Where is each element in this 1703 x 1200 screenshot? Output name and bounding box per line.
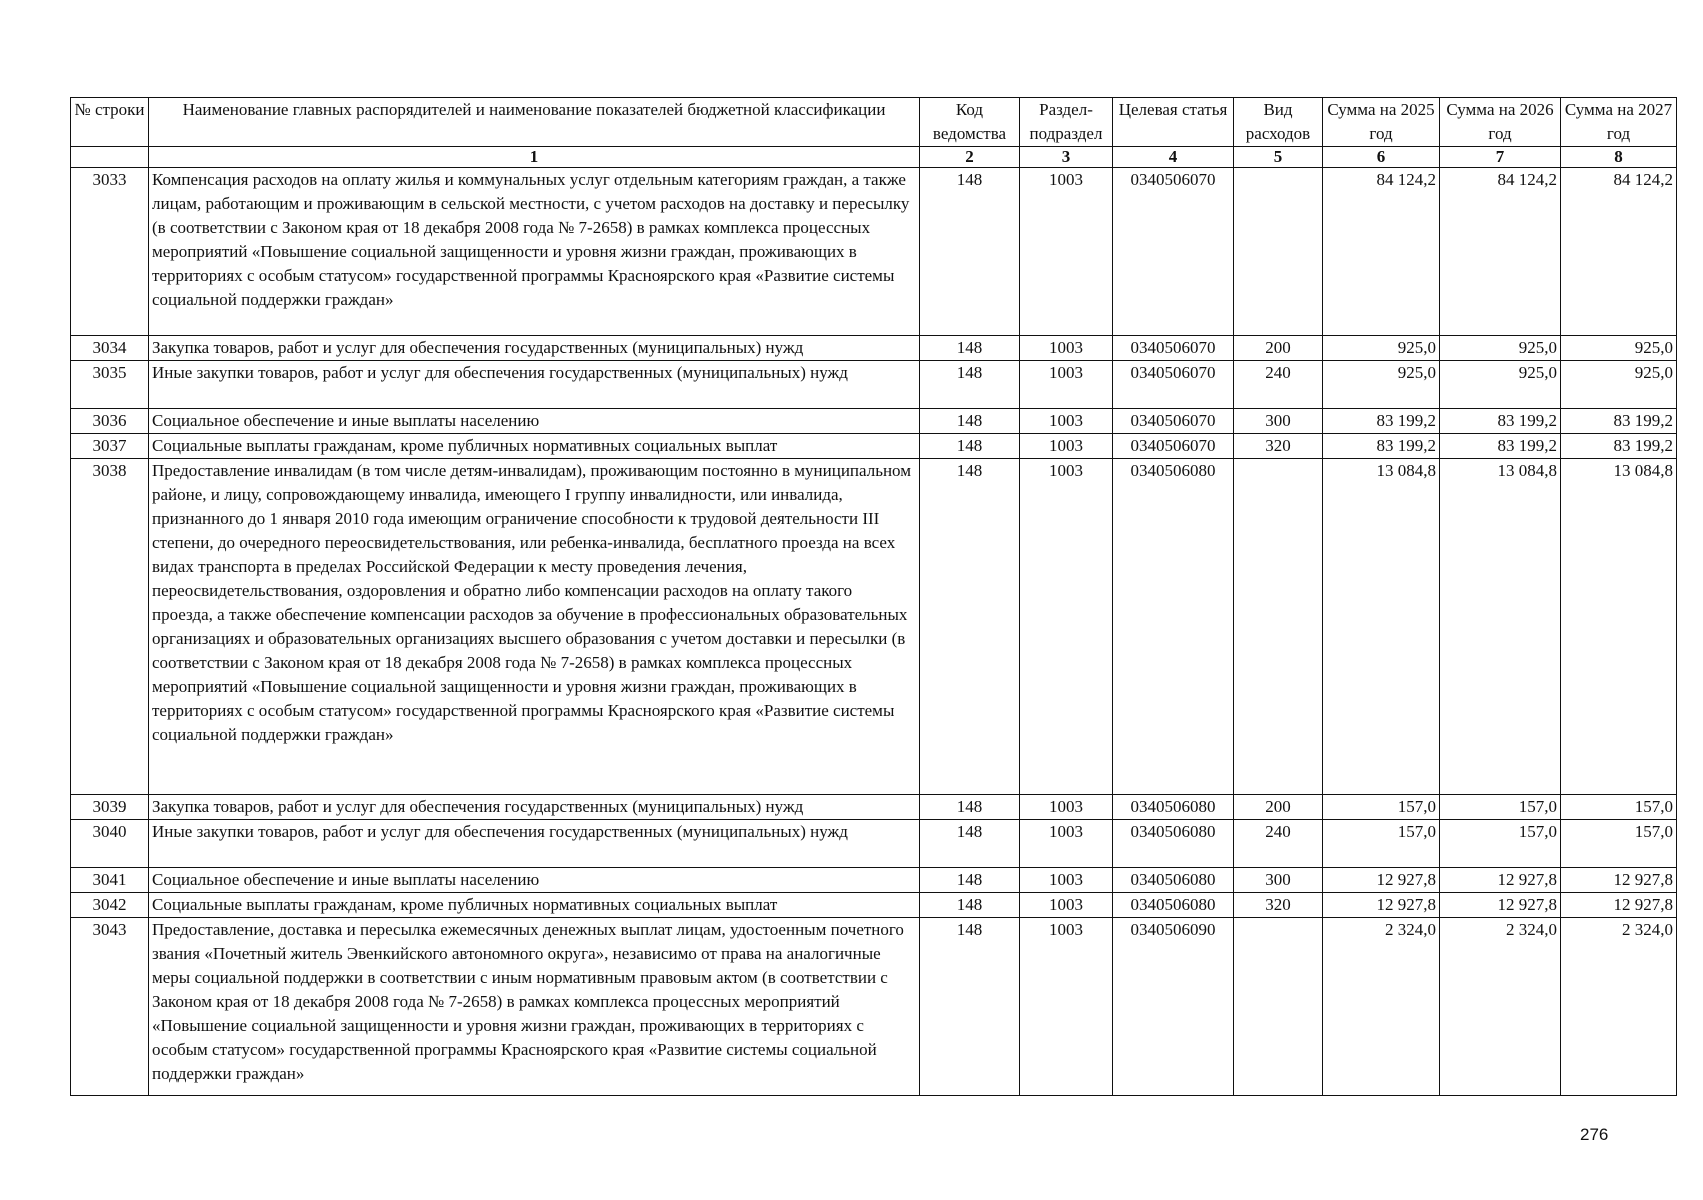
row-sum-2027: 157,0 [1561, 795, 1677, 820]
row-sum-2027: 925,0 [1561, 361, 1677, 409]
row-name: Социальное обеспечение и иные выплаты населению [149, 409, 920, 434]
table-row [71, 409, 1677, 434]
row-expense-type [1234, 918, 1323, 1096]
row-section-code: 1003 [1020, 918, 1113, 1096]
row-number: 3039 [71, 795, 149, 820]
row-dept-code: 148 [920, 434, 1020, 459]
row-target-code: 0340506080 [1113, 820, 1234, 868]
header-row-no: № строки [71, 98, 149, 147]
table-row [71, 459, 1677, 795]
row-expense-type: 300 [1234, 409, 1323, 434]
header-2027: Сумма на 2027 год [1561, 98, 1677, 147]
row-target-code: 0340506070 [1113, 361, 1234, 409]
row-sum-2025: 2 324,0 [1323, 918, 1440, 1096]
row-number: 3033 [71, 168, 149, 336]
row-sum-2026: 13 084,8 [1440, 459, 1561, 795]
row-name: Компенсация расходов на оплату жилья и коммунальных услуг отдельным категориям граждан, а также лицам, работающим и проживающим в сельской местности, с учетом расходов на доставку и пересылку (в соответствии с Законом края от 18 декабря 2008 года № 7-2658) в рамках комплекса процессных мероприятий «Повышение социальной защищенности и уровня жизни граждан, проживающих в территориях с особым статусом» государственной программы Красноярского края «Развитие системы социальной поддержки граждан» [149, 168, 920, 336]
row-sum-2026: 83 199,2 [1440, 434, 1561, 459]
row-sum-2026: 157,0 [1440, 820, 1561, 868]
row-dept-code: 148 [920, 336, 1020, 361]
row-sum-2027: 84 124,2 [1561, 168, 1677, 336]
row-sum-2026: 83 199,2 [1440, 409, 1561, 434]
row-sum-2027: 157,0 [1561, 820, 1677, 868]
row-number: 3037 [71, 434, 149, 459]
header-2026: Сумма на 2026 год [1440, 98, 1561, 147]
row-target-code: 0340506070 [1113, 434, 1234, 459]
row-sum-2025: 84 124,2 [1323, 168, 1440, 336]
row-name: Предоставление инвалидам (в том числе детям-инвалидам), проживающим постоянно в муниципальном районе, и лицу, сопровождающему инвалида, имеющего I группу инвалидности, или инвалида, признанного до 1 января 2010 года имеющим ограничение способности к трудовой деятельности III степени, до очередного переосвидетельствования, или ребенка-инвалида, бесплатного проезда на всех видах транспорта в пределах Российской Федерации к месту проведения лечения, переосвидетельствования, оздоровления и обратно либо компенсации расходов на оплату такого проезда, а также обеспечение компенсации расходов за обучение в профессиональных образовательных организациях и образовательных организациях высшего образования с учетом доставки и пересылки (в соответствии с Законом края от 18 декабря 2008 года № 7-2658) в рамках комплекса процессных мероприятий «Повышение социальной защищенности и уровня жизни граждан, проживающих в территориях с особым статусом» государственной программы Красноярского края «Развитие системы социальной поддержки граждан» [149, 459, 920, 795]
table-row [71, 868, 1677, 893]
row-target-code: 0340506080 [1113, 459, 1234, 795]
column-number: 8 [1561, 147, 1677, 168]
column-number: 1 [149, 147, 920, 168]
row-target-code: 0340506070 [1113, 409, 1234, 434]
row-expense-type: 240 [1234, 820, 1323, 868]
table-row [71, 168, 1677, 336]
row-number: 3036 [71, 409, 149, 434]
row-dept-code: 148 [920, 409, 1020, 434]
row-name: Иные закупки товаров, работ и услуг для обеспечения государственных (муниципальных) нужд [149, 361, 920, 409]
row-sum-2027: 83 199,2 [1561, 434, 1677, 459]
row-dept-code: 148 [920, 893, 1020, 918]
row-name: Предоставление, доставка и пересылка ежемесячных денежных выплат лицам, удостоенным почетного звания «Почетный житель Эвенкийского автономного округа», независимо от права на аналогичные меры социальной поддержки в соответствии с иным нормативным правовым актом (в соответствии с Законом края от 18 декабря 2008 года № 7-2658) в рамках комплекса процессных мероприятий «Повышение социальной защищенности и уровня жизни граждан, проживающих в территориях с особым статусом» государственной программы Красноярского края «Развитие системы социальной поддержки граждан» [149, 918, 920, 1096]
column-number-row [71, 147, 1677, 168]
row-sum-2025: 925,0 [1323, 336, 1440, 361]
row-number: 3042 [71, 893, 149, 918]
row-expense-type: 200 [1234, 336, 1323, 361]
column-number: 6 [1323, 147, 1440, 168]
budget-table [70, 97, 1677, 1096]
row-section-code: 1003 [1020, 795, 1113, 820]
header-target: Целевая статья [1113, 98, 1234, 147]
row-section-code: 1003 [1020, 459, 1113, 795]
row-sum-2025: 157,0 [1323, 820, 1440, 868]
row-sum-2025: 157,0 [1323, 795, 1440, 820]
row-name: Социальные выплаты гражданам, кроме публичных нормативных социальных выплат [149, 434, 920, 459]
row-section-code: 1003 [1020, 820, 1113, 868]
column-number: 7 [1440, 147, 1561, 168]
row-sum-2025: 83 199,2 [1323, 434, 1440, 459]
header-name: Наименование главных распорядителей и наименование показателей бюджетной классификации [149, 98, 920, 147]
row-sum-2026: 925,0 [1440, 336, 1561, 361]
row-expense-type: 300 [1234, 868, 1323, 893]
row-target-code: 0340506080 [1113, 893, 1234, 918]
row-sum-2026: 2 324,0 [1440, 918, 1561, 1096]
row-number: 3041 [71, 868, 149, 893]
header-section: Раздел-подраздел [1020, 98, 1113, 147]
table-row [71, 336, 1677, 361]
row-sum-2025: 83 199,2 [1323, 409, 1440, 434]
row-dept-code: 148 [920, 168, 1020, 336]
table-row [71, 795, 1677, 820]
budget-page [70, 97, 1676, 1096]
row-number: 3034 [71, 336, 149, 361]
row-expense-type [1234, 168, 1323, 336]
row-expense-type [1234, 459, 1323, 795]
row-sum-2026: 12 927,8 [1440, 868, 1561, 893]
row-sum-2027: 13 084,8 [1561, 459, 1677, 795]
row-expense-type: 240 [1234, 361, 1323, 409]
row-name: Социальное обеспечение и иные выплаты населению [149, 868, 920, 893]
table-row [71, 361, 1677, 409]
row-sum-2027: 12 927,8 [1561, 868, 1677, 893]
row-dept-code: 148 [920, 820, 1020, 868]
row-sum-2027: 83 199,2 [1561, 409, 1677, 434]
table-row [71, 820, 1677, 868]
header-2025: Сумма на 2025 год [1323, 98, 1440, 147]
row-expense-type: 320 [1234, 434, 1323, 459]
row-section-code: 1003 [1020, 336, 1113, 361]
row-sum-2027: 2 324,0 [1561, 918, 1677, 1096]
column-number [71, 147, 149, 168]
row-number: 3043 [71, 918, 149, 1096]
row-section-code: 1003 [1020, 168, 1113, 336]
row-name: Закупка товаров, работ и услуг для обеспечения государственных (муниципальных) нужд [149, 795, 920, 820]
page-number: 276 [1580, 1125, 1609, 1144]
row-dept-code: 148 [920, 361, 1020, 409]
column-number: 5 [1234, 147, 1323, 168]
row-sum-2027: 925,0 [1561, 336, 1677, 361]
row-sum-2026: 84 124,2 [1440, 168, 1561, 336]
row-expense-type: 200 [1234, 795, 1323, 820]
row-sum-2027: 12 927,8 [1561, 893, 1677, 918]
row-section-code: 1003 [1020, 434, 1113, 459]
row-dept-code: 148 [920, 918, 1020, 1096]
row-target-code: 0340506090 [1113, 918, 1234, 1096]
row-expense-type: 320 [1234, 893, 1323, 918]
column-number: 4 [1113, 147, 1234, 168]
row-section-code: 1003 [1020, 893, 1113, 918]
row-section-code: 1003 [1020, 409, 1113, 434]
row-target-code: 0340506080 [1113, 868, 1234, 893]
row-dept-code: 148 [920, 459, 1020, 795]
header-dept: Код ведомства [920, 98, 1020, 147]
row-dept-code: 148 [920, 868, 1020, 893]
row-sum-2026: 12 927,8 [1440, 893, 1561, 918]
row-target-code: 0340506070 [1113, 168, 1234, 336]
row-name: Иные закупки товаров, работ и услуг для обеспечения государственных (муниципальных) нужд [149, 820, 920, 868]
row-dept-code: 148 [920, 795, 1020, 820]
row-target-code: 0340506080 [1113, 795, 1234, 820]
row-sum-2025: 13 084,8 [1323, 459, 1440, 795]
table-row [71, 434, 1677, 459]
row-sum-2026: 925,0 [1440, 361, 1561, 409]
row-target-code: 0340506070 [1113, 336, 1234, 361]
column-number: 2 [920, 147, 1020, 168]
table-row [71, 893, 1677, 918]
column-number: 3 [1020, 147, 1113, 168]
row-sum-2025: 12 927,8 [1323, 868, 1440, 893]
row-name: Закупка товаров, работ и услуг для обеспечения государственных (муниципальных) нужд [149, 336, 920, 361]
row-sum-2026: 157,0 [1440, 795, 1561, 820]
row-sum-2025: 925,0 [1323, 361, 1440, 409]
header-type: Вид расходов [1234, 98, 1323, 147]
row-number: 3040 [71, 820, 149, 868]
row-name: Социальные выплаты гражданам, кроме публичных нормативных социальных выплат [149, 893, 920, 918]
table-row [71, 918, 1677, 1096]
row-number: 3035 [71, 361, 149, 409]
row-number: 3038 [71, 459, 149, 795]
row-sum-2025: 12 927,8 [1323, 893, 1440, 918]
table-header-row [71, 98, 1677, 147]
row-section-code: 1003 [1020, 361, 1113, 409]
row-section-code: 1003 [1020, 868, 1113, 893]
